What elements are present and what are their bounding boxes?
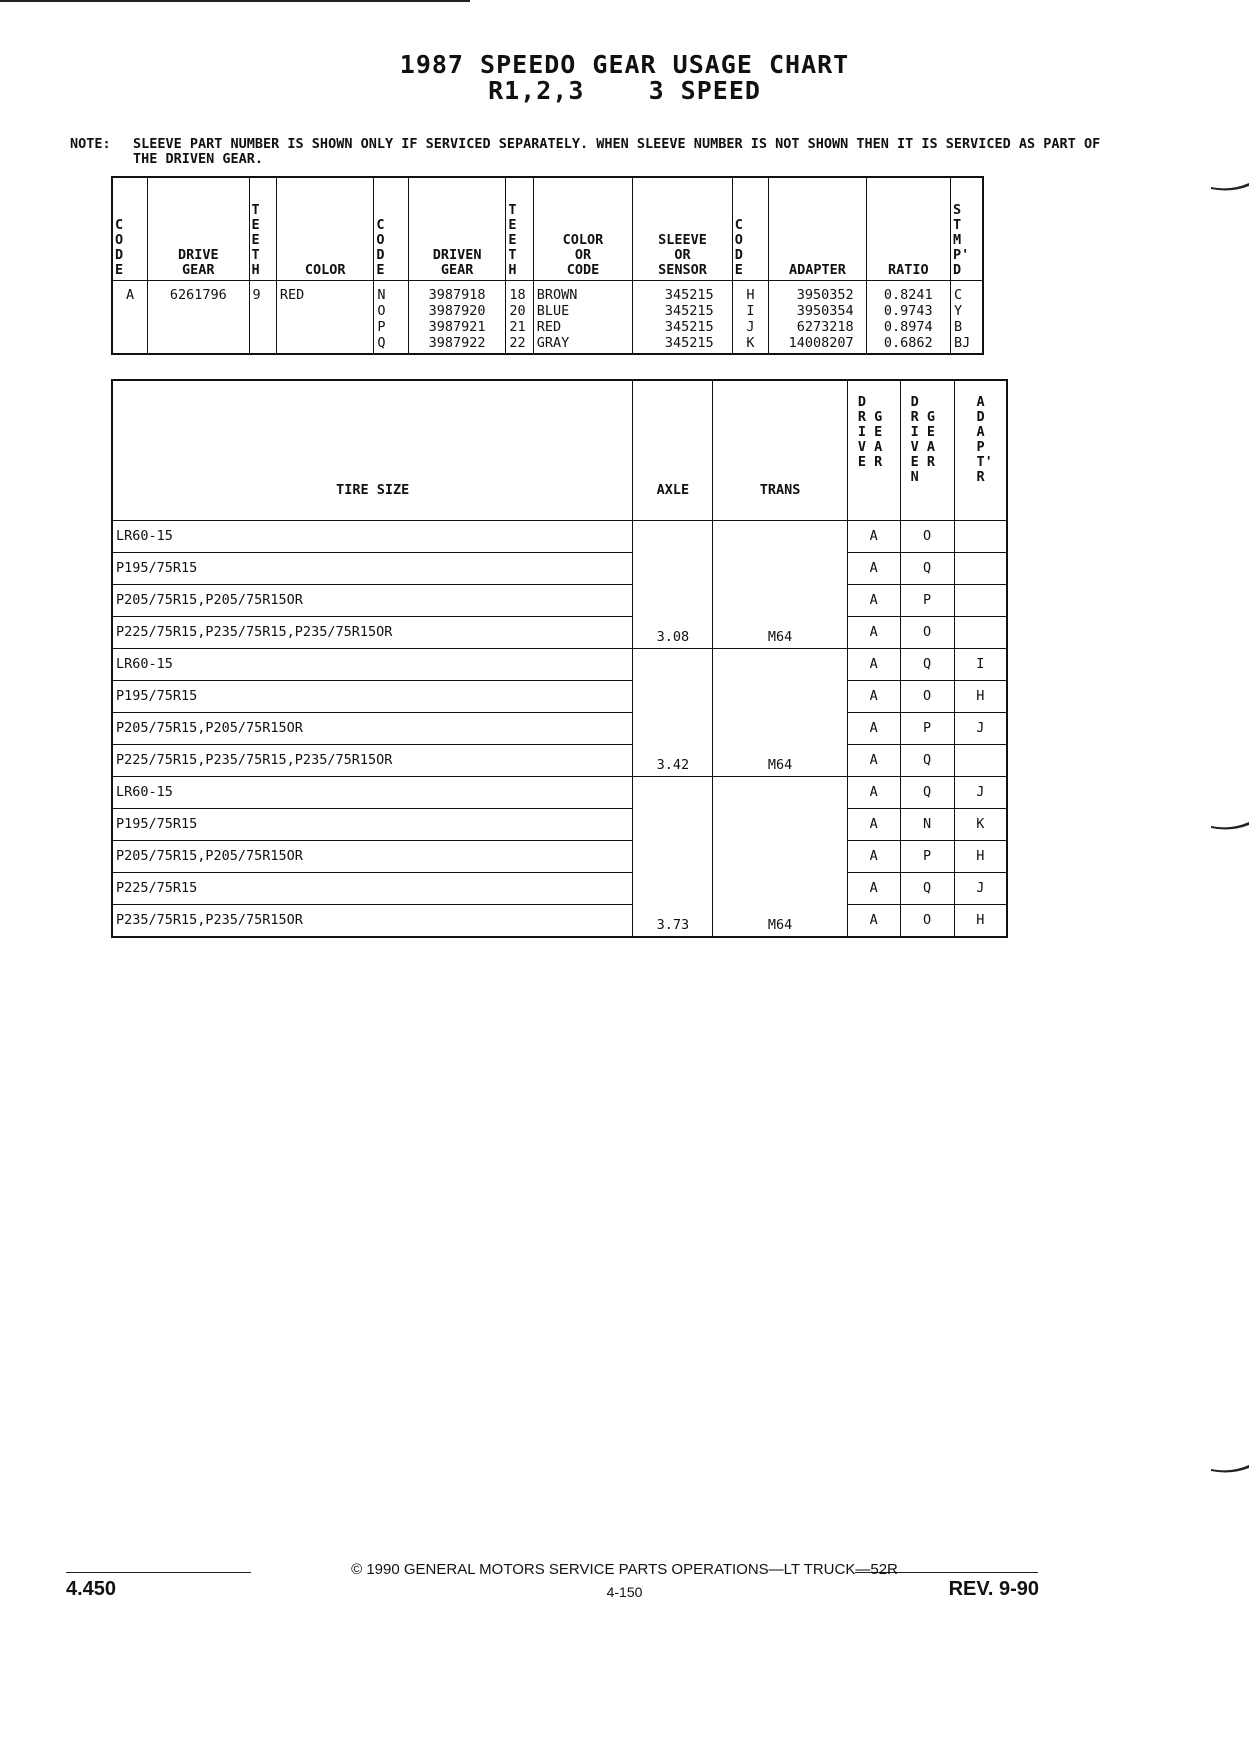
header-teeth: T E E T H	[249, 177, 276, 281]
axle-cell	[633, 841, 713, 873]
header-tire-size: TIRE SIZE	[112, 380, 633, 521]
driven-gear-code-cell: O	[900, 681, 954, 713]
trans-cell	[713, 585, 848, 617]
adapter-code-cell: I	[954, 649, 1007, 681]
tire-size-cell: P195/75R15	[112, 553, 633, 585]
drive-color: RED	[276, 281, 373, 355]
trans-cell: M64	[713, 617, 848, 649]
driven-gear-code-cell: O	[900, 521, 954, 553]
driven-gear-code-cell: Q	[900, 777, 954, 809]
tire-row	[112, 713, 1007, 745]
axle-cell	[633, 777, 713, 809]
drive-gear-code-cell: A	[847, 681, 900, 713]
drive-gear-code-cell: A	[847, 521, 900, 553]
tire-size-cell: P225/75R15,P235/75R15,P235/75R15OR	[112, 617, 633, 649]
axle-cell: 3.73	[633, 905, 713, 938]
binder-tab-mark	[1211, 822, 1249, 832]
header-adapter: ADAPTER	[769, 177, 866, 281]
header-driven-code: C O D E	[374, 177, 409, 281]
header-axle: AXLE	[633, 380, 713, 521]
header-driven-gear: DRIVEN GEAR	[408, 177, 505, 281]
trans-cell	[713, 553, 848, 585]
ratios: 0.8241 0.9743 0.8974 0.6862	[866, 281, 950, 355]
tire-size-cell: P195/75R15	[112, 681, 633, 713]
adapter-code-cell: H	[954, 905, 1007, 938]
driven-gear-code-cell: Q	[900, 553, 954, 585]
driven-gear-code-cell: P	[900, 841, 954, 873]
binder-tab-mark	[1211, 183, 1249, 193]
trans-cell	[713, 521, 848, 553]
header-code: C O D E	[112, 177, 148, 281]
header-drive-gear-vertical: D R G I E V A E R	[847, 380, 900, 521]
driven-gear-code-cell: Q	[900, 649, 954, 681]
header-ratio: RATIO	[866, 177, 950, 281]
adapter-code-cell: J	[954, 873, 1007, 905]
drive-gear-code-cell: A	[847, 713, 900, 745]
adapter-code-cell: J	[954, 777, 1007, 809]
tire-size-cell: P205/75R15,P205/75R15OR	[112, 585, 633, 617]
axle-cell: 3.08	[633, 617, 713, 649]
adapter-code-cell: K	[954, 809, 1007, 841]
tire-row	[112, 585, 1007, 617]
tire-row	[112, 681, 1007, 713]
tire-size-cell: LR60-15	[112, 649, 633, 681]
drive-gear-code-cell: A	[847, 777, 900, 809]
adapter-code-cell	[954, 585, 1007, 617]
driven-gear-code-cell: O	[900, 617, 954, 649]
trans-cell: M64	[713, 745, 848, 777]
tire-size-cell: LR60-15	[112, 521, 633, 553]
tire-size-cell: LR60-15	[112, 777, 633, 809]
drive-gear-code-cell: A	[847, 809, 900, 841]
drive-gear-code-cell: A	[847, 873, 900, 905]
trans-cell	[713, 841, 848, 873]
adapter-codes: H I J K	[732, 281, 769, 355]
header-trans: TRANS	[713, 380, 848, 521]
axle-cell	[633, 649, 713, 681]
tire-size-cell: P205/75R15,P205/75R15OR	[112, 841, 633, 873]
adapter-code-cell	[954, 553, 1007, 585]
sleeve-numbers: 345215 345215 345215 345215	[633, 281, 732, 355]
axle-cell	[633, 681, 713, 713]
adapter-code-cell	[954, 617, 1007, 649]
drive-code: A	[112, 281, 148, 355]
trans-cell: M64	[713, 905, 848, 938]
adapter-code-cell: J	[954, 713, 1007, 745]
tire-size-cell: P195/75R15	[112, 809, 633, 841]
header-color: COLOR	[276, 177, 373, 281]
page-title: 1987 SPEEDO GEAR USAGE CHART	[399, 50, 850, 79]
header-color-or-code: COLOR OR CODE	[533, 177, 632, 281]
header-sleeve-or-sensor: SLEEVE OR SENSOR	[633, 177, 732, 281]
speedo-gear-table	[111, 176, 984, 355]
tire-row	[112, 617, 1007, 649]
tire-row	[112, 649, 1007, 681]
driven-gear-code-cell: O	[900, 905, 954, 938]
header-adapter-code: C O D E	[732, 177, 769, 281]
axle-cell	[633, 553, 713, 585]
axle-cell	[633, 713, 713, 745]
tire-row	[112, 841, 1007, 873]
footer-page-number: 4-150	[606, 1584, 643, 1600]
tire-size-cell: P225/75R15	[112, 873, 633, 905]
trans-cell	[713, 681, 848, 713]
driven-gear-code-cell: Q	[900, 873, 954, 905]
tire-row	[112, 873, 1007, 905]
drive-teeth: 9	[249, 281, 276, 355]
axle-cell	[633, 521, 713, 553]
adapter-code-cell: H	[954, 841, 1007, 873]
drive-gear-number: 6261796	[148, 281, 250, 355]
driven-colors: BROWN BLUE RED GRAY	[533, 281, 632, 355]
header-stamped: S T M P' D	[950, 177, 983, 281]
trans-cell	[713, 873, 848, 905]
footer-copyright: © 1990 GENERAL MOTORS SERVICE PARTS OPERATIONS—LT TRUCK—52R	[351, 1561, 898, 1578]
footer-revision: REV. 9-90	[948, 1578, 1039, 1600]
tire-size-cell: P225/75R15,P235/75R15,P235/75R15OR	[112, 745, 633, 777]
tire-size-table	[111, 379, 1008, 938]
drive-gear-code-cell: A	[847, 553, 900, 585]
tire-row	[112, 777, 1007, 809]
driven-gear-code-cell: N	[900, 809, 954, 841]
drive-gear-code-cell: A	[847, 841, 900, 873]
trans-cell	[713, 809, 848, 841]
binder-tab-mark	[1211, 1465, 1249, 1475]
driven-teeth: 18 20 21 22	[506, 281, 533, 355]
axle-cell	[633, 585, 713, 617]
trans-cell	[713, 777, 848, 809]
tire-row	[112, 553, 1007, 585]
axle-cell: 3.42	[633, 745, 713, 777]
driven-codes: N O P Q	[374, 281, 409, 355]
trans-cell	[713, 649, 848, 681]
tire-size-cell: P205/75R15,P205/75R15OR	[112, 713, 633, 745]
note-text: SLEEVE PART NUMBER IS SHOWN ONLY IF SERVICED SEPARATELY. WHEN SLEEVE NUMBER IS NOT SHOWN THEN IT IS SERVICED AS PART OF THE DRIVEN GEAR.	[133, 136, 1101, 167]
tire-table-body	[112, 521, 1007, 938]
tire-row	[112, 809, 1007, 841]
axle-cell	[633, 809, 713, 841]
tire-row	[112, 745, 1007, 777]
drive-gear-code-cell: A	[847, 905, 900, 938]
axle-cell	[633, 873, 713, 905]
tire-row	[112, 905, 1007, 938]
page-subtitle: R1,2,3 3 SPEED	[488, 76, 761, 105]
tire-size-cell: P235/75R15,P235/75R15OR	[112, 905, 633, 938]
trans-cell	[713, 713, 848, 745]
drive-gear-code-cell: A	[847, 649, 900, 681]
note-label: NOTE:	[70, 136, 111, 152]
adapter-numbers: 3950352 3950354 6273218 14008207	[769, 281, 866, 355]
tire-row	[112, 521, 1007, 553]
drive-gear-code-cell: A	[847, 745, 900, 777]
adapter-code-cell	[954, 521, 1007, 553]
footer-section-number: 4.450	[66, 1578, 117, 1600]
driven-gear-code-cell: P	[900, 585, 954, 617]
drive-gear-code-cell: A	[847, 585, 900, 617]
gear-data-row	[112, 281, 983, 355]
driven-gear-numbers: 3987918 3987920 3987921 3987922	[408, 281, 505, 355]
drive-gear-code-cell: A	[847, 617, 900, 649]
adapter-code-cell: H	[954, 681, 1007, 713]
header-driven-gear-vertical: D R G I E V A E R N	[900, 380, 954, 521]
driven-gear-code-cell: Q	[900, 745, 954, 777]
stamped-codes: C Y B BJ	[950, 281, 983, 355]
header-driven-teeth: T E E T H	[506, 177, 533, 281]
top-rule	[0, 0, 470, 2]
driven-gear-code-cell: P	[900, 713, 954, 745]
header-adapter-vertical: A D A P T' R	[954, 380, 1007, 521]
adapter-code-cell	[954, 745, 1007, 777]
header-drive-gear: DRIVE GEAR	[148, 177, 250, 281]
